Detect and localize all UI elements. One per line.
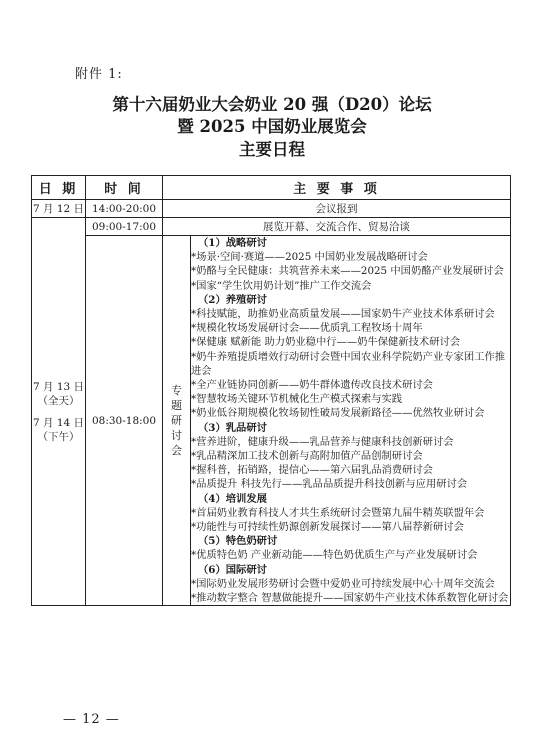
table-row bbox=[32, 200, 511, 218]
list-item: *科技赋能，助推奶业高质量发展——国家奶牛产业技术体系研讨会 bbox=[191, 308, 495, 321]
section-heading: （6）国际研讨 bbox=[198, 563, 267, 576]
event-cell-registration: 会议报到 bbox=[163, 200, 511, 218]
document-title-line2: 暨 2025 中国奶业展览会 bbox=[177, 117, 367, 136]
list-item: *国际奶业发展形势研讨会暨中爱奶业可持续发展中心十周年交流会 bbox=[191, 577, 495, 590]
date-jul13: 7 月 13 日 bbox=[32, 380, 85, 393]
table-row bbox=[32, 218, 511, 236]
section-heading: （4）培训发展 bbox=[198, 492, 267, 505]
time-cell: 08:30-18:00 bbox=[86, 236, 163, 606]
header-time: 时 间 bbox=[86, 176, 163, 200]
list-item: *国家“学生饮用奶计划”推广工作交流会 bbox=[191, 279, 372, 292]
date-jul13-sub: （全天） bbox=[37, 394, 80, 407]
time-cell: 14:00-20:00 bbox=[86, 200, 163, 218]
table-row bbox=[32, 236, 511, 606]
attachment-label: 附件 1: bbox=[75, 67, 123, 82]
list-item: *营养进阶，健康升级——乳品营养与健康科技创新研讨会 bbox=[191, 435, 454, 448]
section-heading: （5）特色奶研讨 bbox=[198, 535, 278, 548]
list-item: *奶业低谷期规模化牧场韧性破局发展新路径——优然牧业研讨会 bbox=[191, 407, 485, 420]
list-item: *乳品精深加工技术创新与高附加值产品创制研讨会 bbox=[191, 450, 423, 463]
date-cell-jul12: 7 月 12 日 bbox=[32, 200, 86, 218]
header-date: 日 期 bbox=[32, 176, 86, 200]
list-item: *功能性与可持续性奶源创新发展探讨——第八届荐新研讨会 bbox=[191, 521, 464, 534]
event-cell-exhibition: 展览开幕、交流合作、贸易洽谈 bbox=[163, 218, 511, 236]
section-heading: （2）养殖研讨 bbox=[198, 293, 267, 306]
date-cell-jul13-14 bbox=[32, 218, 86, 606]
list-item: *握科普，拓销路，提信心——第六届乳品消费研讨会 bbox=[191, 464, 433, 477]
header-items: 主 要 事 项 bbox=[163, 176, 511, 200]
list-item: *智慧牧场关键环节机械化生产模式探索与实践 bbox=[191, 393, 403, 406]
list-item: *场景·空间·赛道——2025 中国奶业发展战略研讨会 bbox=[191, 251, 428, 264]
schedule-table bbox=[31, 175, 511, 606]
list-item: *奶牛养殖提质增效行动研讨会暨中国农业科学院奶产业专家团工作推进会 bbox=[191, 350, 506, 377]
list-item: *首届奶业教育科技人才共生系统研讨会暨第九届牛精英联盟年会 bbox=[191, 506, 485, 519]
date-jul14-sub: （下午） bbox=[37, 430, 80, 443]
section-heading: （3）乳品研讨 bbox=[198, 421, 267, 434]
list-item: *推动数字整合 智慧做能提升——国家奶牛产业技术体系数智化研讨会 bbox=[191, 592, 509, 605]
section-heading: （1）战略研讨 bbox=[198, 237, 267, 249]
seminar-list bbox=[191, 236, 511, 606]
list-item: *规模化牧场发展研讨会——优质乳工程牧场十周年 bbox=[191, 322, 423, 335]
table-header-row bbox=[32, 176, 511, 200]
document-title-line1: 第十六届奶业大会奶业 20 强（D20）论坛 bbox=[112, 95, 432, 114]
list-item: *奶酪与全民健康：共筑营养未来——2025 中国奶酪产业发展研讨会 bbox=[191, 265, 504, 278]
page-number: — 12 — bbox=[63, 712, 120, 727]
list-item: *全产业链协同创新——奶牛群体遗传改良技术研讨会 bbox=[191, 379, 433, 392]
date-jul14: 7 月 14 日 bbox=[32, 416, 85, 429]
vertical-label-seminar: 专 题 研 讨 会 bbox=[163, 236, 191, 606]
list-item: *保健康 赋新能 助力奶业稳中行——奶牛保健新技术研讨会 bbox=[191, 336, 461, 349]
document-title-line3: 主要日程 bbox=[239, 140, 305, 159]
list-item: *优质特色奶 产业新动能——特色奶优质生产与产业发展研讨会 bbox=[191, 549, 478, 562]
list-item: *品质提升 科技先行——乳品品质提升科技创新与应用研讨会 bbox=[191, 478, 468, 491]
time-cell: 09:00-17:00 bbox=[86, 218, 163, 236]
